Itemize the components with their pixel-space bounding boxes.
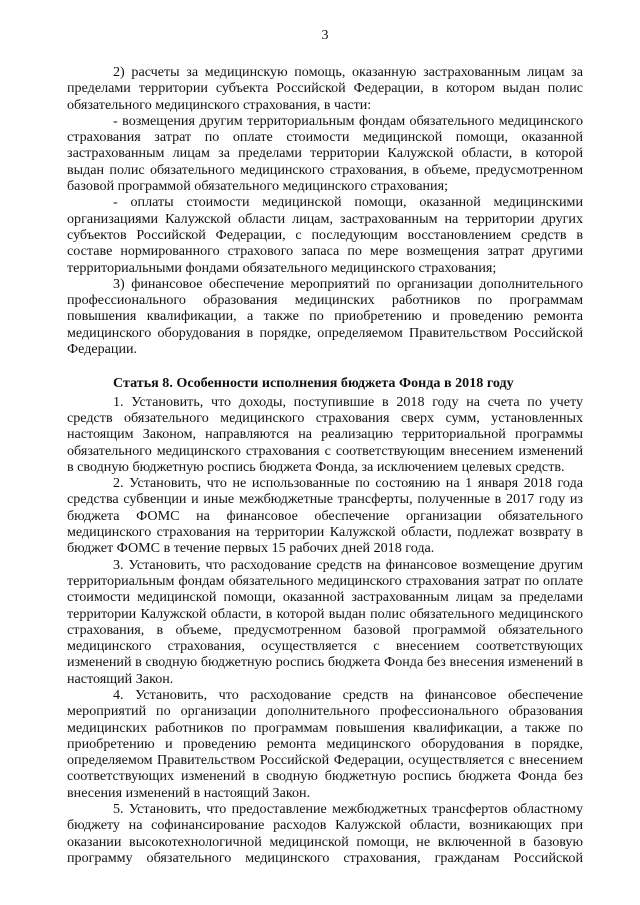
article-8-heading: Статья 8. Особенности исполнения бюджета Фонда в 2018 году — [113, 375, 514, 392]
article-8-paragraph-5: 5. Установить, что предоставление межбюджетных трансфертов областному бюджету на софинансирование расходов Калужской области, возникающих при оказании высокотехнологичной медицинской помощи, не включенной в базовую программу обязательного медицинского страхования, гражданам Российской — [67, 801, 583, 866]
page-number: 3 — [321, 28, 329, 43]
paragraph-item-3: 3) финансовое обеспечение мероприятий по организации дополнительного профессионального образования медицинских работников по программам повышения квалификации, а также по приобретению и проведению ремонта медицинского оборудования в порядке, определяемом Правительством Российской Федерации. — [67, 275, 583, 358]
article-8-paragraph-1: 1. Установить, что доходы, поступившие в 2018 году на счета по учету средств обязательного медицинского страхования сверх сумм, установленных настоящим Законом, направляются на реализацию территориальной программы обязательного медицинского страхования с соответствующим внесением изменений в сводную бюджетную роспись бюджета Фонда, за исключением целевых средств. — [67, 393, 583, 475]
paragraph-bullet-2: - оплаты стоимости медицинской помощи, оказанной медицинскими организациями Калужской области лицам, застрахованным на территории других субъектов Российской Федерации, с последующим восстановлением средств в составе нормированного страхового запаса по мере возмещения затрат другими территориальными фондами обязательного медицинского страхования; — [67, 194, 583, 276]
paragraph-bullet-1: - возмещения другим территориальным фондам обязательного медицинского страхования затрат по оплате стоимости медицинской помощи, оказанной застрахованным лицам за пределами территории Калужской области, в которой выдан полис обязательного медицинского страхования, в объеме, предусмотренном базовой программой обязательного медицинского страхования; — [67, 112, 583, 195]
article-8-paragraph-3: 3. Установить, что расходование средств на финансовое возмещение другим территориальным фондам обязательного медицинского страхования затрат по оплате стоимости медицинской помощи, оказанной застрахованным лицам за пределами территории Калужской области, в которой выдан полис обязательного медицинского страхования, в объеме, предусмотренном базовой программой обязательного медицинского страхования, осуществляется с внесением соответствующих изменений в сводную бюджетную роспись бюджета Фонда без внесения изменений в настоящий Закон. — [67, 556, 583, 687]
article-8-paragraph-4: 4. Установить, что расходование средств на финансовое обеспечение мероприятий по организации дополнительного профессионального образования медицинских работников по программам повышения квалификации, а также по приобретению и проведению ремонта медицинского оборудования в порядке, определяемом Правительством Российской Федерации, осуществляется с внесением соответствующих изменений в сводную бюджетную роспись бюджета Фонда без внесения изменений в настоящий Закон. — [67, 686, 583, 801]
article-8-paragraph-2: 2. Установить, что не использованные по состоянию на 1 января 2018 года средства субвенции и иные межбюджетные трансферты, полученные в 2017 году из бюджета ФОМС на финансовое обеспечение организации обязательного медицинского страхования на территории Калужской области, подлежат возврату в бюджет ФОМС в течение первых 15 рабочих дней 2018 года. — [67, 475, 583, 557]
paragraph-item-2: 2) расчеты за медицинскую помощь, оказанную застрахованным лицам за пределами территории субъекта Российской Федерации, в котором выдан полис обязательного медицинского страхования, в части: — [67, 64, 583, 113]
